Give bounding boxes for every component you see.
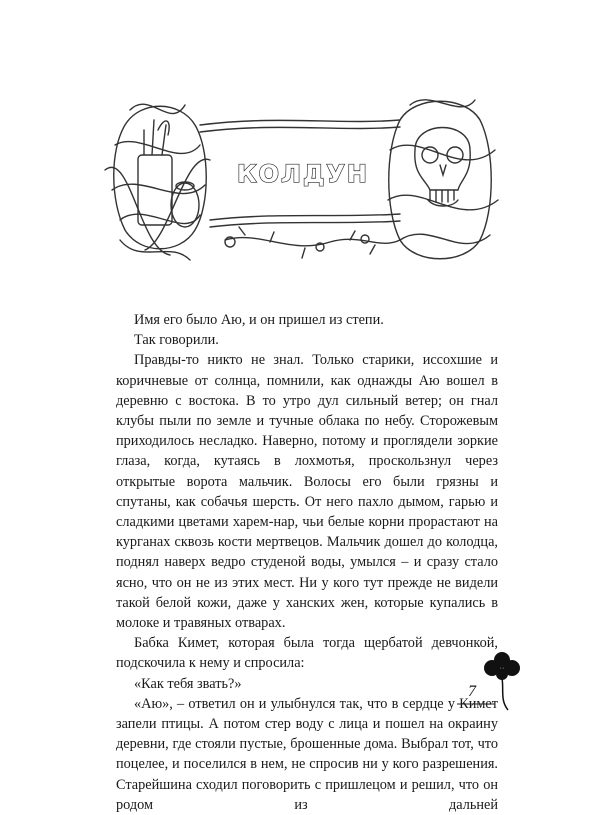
paragraph: Так говорили. — [134, 332, 219, 349]
paragraph: Правды-то никто не знал. Только старики, иссохшие и коричневые от солнца, помнили, как однажды Аю вошел в деревню с востока. В то утро дул сильный ветер; он гнал клубы пыли по земле и тучные облака по небу. Сторожевым приходилось несладко. Наверно, потому и проглядели зоркие глаза, когда, кутаясь в лохмотья, проскользнул через открытые ворота мальчик. Волосы его были грязны и спутаны, как собачья шерсть. От него пахло дымом, гарью и сладкими цветами харем-нар, чьи белые корни прорастают на курганах сквозь кости мертвецов. Мальчик дошел до колодца, поднял наверх ведро студеной воды, умылся – и сразу стало ясно, что он не из этих мест. Ни у кого тут прежде не видели такой белой кожи, даже у ханских жен, которые купались в молоке и травяных отварах. — [116, 352, 498, 632]
paragraph: Имя его было Аю, и он пришел из степи. — [134, 312, 384, 328]
chapter-title: КОЛДУН — [237, 160, 369, 188]
paragraph: Бабка Кимет, которая была тогда щербатой девчонкой, подскочила к нему и спросила: — [116, 635, 498, 672]
page-number: 7 — [468, 683, 476, 700]
page-number-underline — [455, 680, 515, 708]
paragraph: «Аю», – ответил он и улыбнулся так, что в сердце у Кимет запели птицы. А потом стер воду с лица и пошел на окраину деревни, где стояли пустые, брошенные дома. Выбрал тот, что поцелее, и поселился в нем, не спросив ни у кого разрешения. Старейшина сходил поговорить с пришлецом и решил, что он родом из дальней — [116, 695, 498, 813]
paragraph: «Как тебя звать?» — [134, 675, 242, 692]
body-text — [116, 310, 498, 815]
